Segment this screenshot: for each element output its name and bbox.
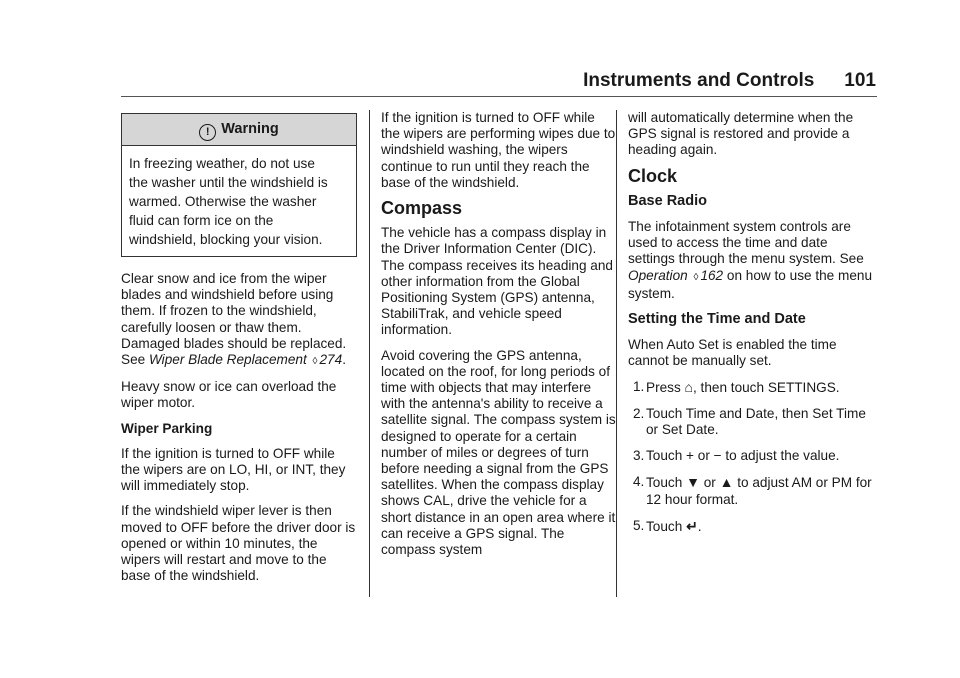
subheading-setting-time: Setting the Time and Date: [628, 311, 806, 328]
column-divider: [369, 110, 370, 597]
cross-reference-link[interactable]: Operation: [628, 267, 688, 283]
section-heading-clock: Clock: [628, 165, 678, 186]
page-ref-number[interactable]: 162: [700, 267, 724, 283]
warning-title: Warning: [221, 121, 279, 137]
warning-line: the washer until the windshield is: [129, 175, 328, 190]
column-2: [381, 110, 617, 567]
page-ref-icon: ◊: [312, 356, 318, 368]
warning-line: windshield, blocking your vision.: [129, 232, 323, 247]
list-item: 5. Touch ↵.: [633, 517, 702, 534]
back-icon: ↵: [686, 517, 698, 534]
paragraph: If the ignition is turned to OFF while the wipers are on LO, HI, or INT, they will immediately stop.: [121, 445, 346, 494]
paragraph: If the ignition is turned to OFF while the wipers are performing wipes due to windshield washing, the wipers continue to run until they reach the base of the windshield.: [381, 110, 616, 190]
paragraph: If the windshield wiper lever is then moved to OFF before the driver door is opened or within 10 minutes, the wipers will restart and move to the base of the windshield.: [121, 503, 356, 584]
warning-icon: !: [199, 124, 216, 141]
paragraph: The vehicle has a compass display in the Driver Information Center (DIC). The compass receives its heading and other information from the Global Positioning System (GPS) antenna, StabiliTrak, and vehicle speed information.: [381, 225, 613, 338]
subheading: Wiper Parking: [121, 420, 213, 436]
up-arrow-icon: ▲: [719, 474, 734, 491]
section-title: Instruments and Controls: [583, 70, 815, 91]
header-rule: [121, 96, 877, 97]
paragraph: The infotainment system controls are used to access the time and date settings through the menu system. See Operation ◊ 162 on how to use the menu system.: [628, 219, 873, 301]
steps-list: [628, 379, 876, 535]
down-arrow-icon: ▼: [686, 474, 700, 491]
paragraph: Heavy snow or ice can overload the wiper motor.: [121, 379, 337, 411]
warning-body: [122, 146, 356, 256]
list-item: 4. Touch ▼ or ▲ to adjust AM or PM for 12 hour format.: [633, 474, 872, 507]
warning-header: [122, 114, 356, 146]
paragraph: When Auto Set is enabled the time cannot be manually set.: [628, 337, 837, 369]
column-3: [628, 110, 876, 545]
cross-reference-link[interactable]: Wiper Blade Replacement: [148, 352, 307, 368]
warning-line: warmed. Otherwise the washer: [129, 194, 317, 209]
column-1: [121, 110, 357, 593]
page-header: [0, 70, 876, 92]
warning-line: fluid can form ice on the: [129, 213, 274, 228]
list-item: 3. Touch + or − to adjust the value.: [633, 448, 840, 464]
warning-box: [121, 113, 357, 257]
page-ref-icon: ◊: [693, 271, 699, 283]
subheading-base-radio: Base Radio: [628, 192, 707, 209]
paragraph: will automatically determine when the GPS signal is restored and provide a heading again.: [628, 110, 854, 158]
list-item: 2. Touch Time and Date, then Set Time or Set Date.: [633, 405, 866, 438]
section-heading-compass: Compass: [381, 198, 463, 219]
paragraph: Avoid covering the GPS antenna, located on the roof, for long periods of time with objects that may interfere with the antenna's ability to receive a satellite signal. The compass system is designed to operate for a certain number of miles or degrees of turn before needing a signal from the GPS satellites. When the compass display shows CAL, drive the vehicle for a short distance in an open area where it can receive a GPS signal. The compass system: [381, 347, 616, 558]
page-ref-number[interactable]: 274: [319, 352, 343, 368]
warning-line: In freezing weather, do not use: [129, 156, 315, 171]
home-icon: ⌂: [684, 378, 693, 395]
paragraph: Clear snow and ice from the wiper blades and windshield before using them. If frozen to the windshield, carefully loosen or thaw them. Damaged blades should be replaced. See Wiper Blade Replacement ◊ 274.: [121, 271, 347, 368]
list-item: 1. Press ⌂, then touch SETTINGS.: [633, 378, 840, 395]
page-number: 101: [844, 70, 876, 91]
